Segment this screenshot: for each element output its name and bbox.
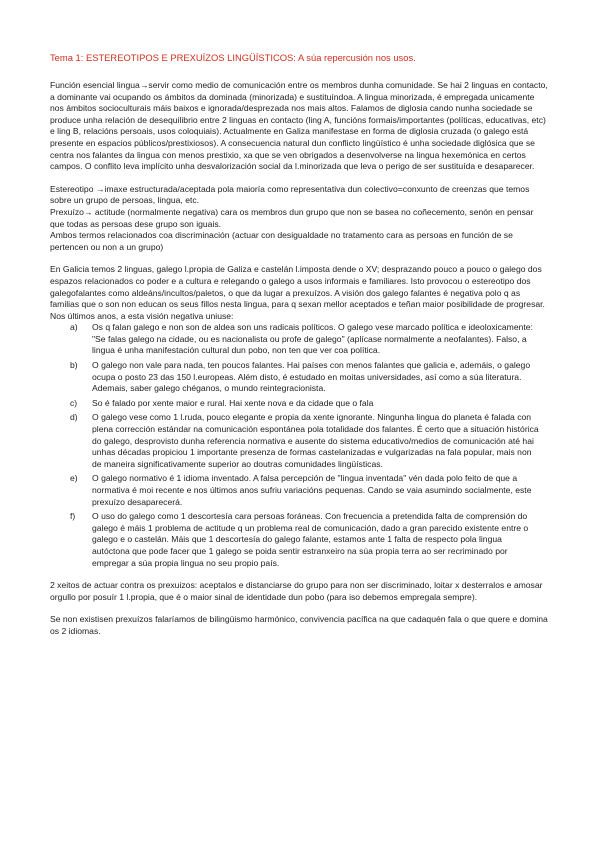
list-item-text: O galego non vale para nada, ten poucos falantes. Hai países con menos falantes que galicia e, ademáis, o galego ocupa o posto 23 das 150 l.europeas. Além disto, é estudado en moitas universidades, así como a súa literatura. Ademais, saber galego chéganos, o mundo reintegracionista. [92,360,531,394]
list-marker: b) [70,360,78,371]
list-item [50,473,550,508]
list-item-text: So é falado por xente maior e rural. Hai xente nova e da cidade que o fala [92,397,374,408]
closing-paragraph: 2 xeitos de actuar contra os prexuizos: aceptalos e distanciarse do grupo para non ser discriminado, loitar x desterralos e amosar orgullo por posuír 1 l.propia, que é o maior sinal de identidade dun pobo (para iso debemos empregala sempre). [50,580,543,602]
list-marker: f) [70,511,76,522]
list-item [50,360,550,395]
list-marker: a) [70,322,78,333]
definition-stereotype: Estereotipo →imaxe estructurada/aceptada pola maioría como representativa dun colectivo=conxunto de creenzas que temos sobre un grupo de persoas, lingua, etc. [50,183,530,206]
conclusion-paragraph: Se non existisen prexuízos falaríamos de bilingüismo harmónico, convivencia pacífica na que cadaquén fala o que quere e domina os 2 idiomas. [50,614,548,636]
list-item [50,511,550,569]
document-title: Tema 1: ESTEREOTIPOS E PREXUÍZOS LINGÜÍSTICOS: A súa repercusión nos usos. [50,52,416,63]
definition-discrimination: Ambos termos relacionados coa discriminación (actuar con desigualdade no tratamento cara as persoas en función de se pertencen ou non a un grupo) [50,230,513,252]
list-item-text: O galego vese como 1 l.ruda, pouco elegante e propia da xente ignorante. Ningunha lingua do planeta é falada con plena corrección estándar na comunicación espontánea pola totalidade dos falantes. É certo que a situación histórica do galego, desprovisto dunha referencia normativa e ausente do sistema educativo/medios de comunicación até hai unhas décadas propiciou 1 importante presenza de formas castelanizadas e vulgarizadas na fala popular, mais non de maneira significativamente superior ao doutras comunidades lingüísticas. [92,412,539,469]
list-item-text: Os q falan galego e non son de aldea son uns radicais políticos. O galego vese marcado política e ideoloxicamente: "Se falas galego na cidade, ou es nacionalista ou profe de galego" (aplícase normalmente a neofalantes). Falso, a lingua é unha manifestación cultural dun pobo, non ten que ver coa política. [92,322,533,356]
list-marker: d) [70,412,78,423]
list-item [50,398,550,410]
list-marker: e) [70,473,78,484]
list-marker: c) [70,397,78,408]
list-item-text: O uso do galego como 1 descortesía cara persoas foráneas. Con frecuencia a pretendida falta de comprensión do galego é máis 1 problema de actitude q un problema real de comunicación, dado a gran parecido existente entre o galego e o castelán. Máis que 1 descortesía do galego falante, estamos ante 1 falta de respecto pola lingua autóctona que pode facer que 1 galego se poida sentir estranxeiro na súa propia terra ao ser recriminado por empregar a súa propia lingua no seu propio país. [92,511,529,568]
prejudice-list [50,322,550,569]
list-item [50,412,550,470]
list-item-text: O galego normativo é 1 idioma inventado. A falsa percepción de "lingua inventada" vén dada polo feito de que a normativa é moi recente e nos últimos anos sufriu variacións pequenas. Cando se vaia asumindo socialmente, este prexuízo desaparecerá. [92,473,532,507]
definition-prejudice: Prexuízo→ actitude (normalmente negativa) cara os membros dun grupo que non se basea no coñecemento, senón en pensar que todas as persoas dese grupo son iguais. [50,206,534,229]
galicia-paragraph: En Galicia temos 2 linguas, galego l.propia de Galiza e castelán l.imposta dende o XV; desprazando pouco a pouco o galego dos espazos relacionados co poder e a cultura e relegando o galego a usos informais e familiares. Isto provocou o estereotipo dos galegofalantes como aldeáns/incultos/paletos, o que da lugar a prexuízos. A visión dos galego falantes é negativa polo q as familias que o son non educan os seus fillos nesta lingua, para q sexan mellor aceptados e teñan maior posibilidade de progresar. Nos últimos anos, a esta visión negativa uniuse: [50,264,545,321]
intro-paragraph: Función esencial lingua→servir como medio de comunicación entre os membros dunha comunidade. Se hai 2 linguas en contacto, a dominante vai ocupando os ámbitos da dominada (minorizada) e sustituíndoa. A lingua minorizada, é empregada unicamente nos ámbitos socioculturais máis baixos e ignorada/desprezada nos mais altos. Falamos de diglosia cando nunha sociedade se produce unha relación de desequilibrio entre 2 linguas en contacto (ling A, funcións formais/importantes (políticas, educativas, etc) e ling B, relacións persoais, usos coloquiais). Actualmente en Galiza manifestase en forma de diglosia cruzada (o galego está presente en espacios públicos/prestixiosos). A consecuencia natural dun conflicto lingüístico é unha sociedade diglósica que se centra nos falantes da lingua con menos prestixio, xa que se ven obrigados a desenvolverse na lingua hexemónica en certos campos. O conflito leva implícito unha desvalorización social da l.minorizada que leva o perigo de ser sustituída e desaparecer. [50,80,548,172]
list-item [50,322,550,357]
